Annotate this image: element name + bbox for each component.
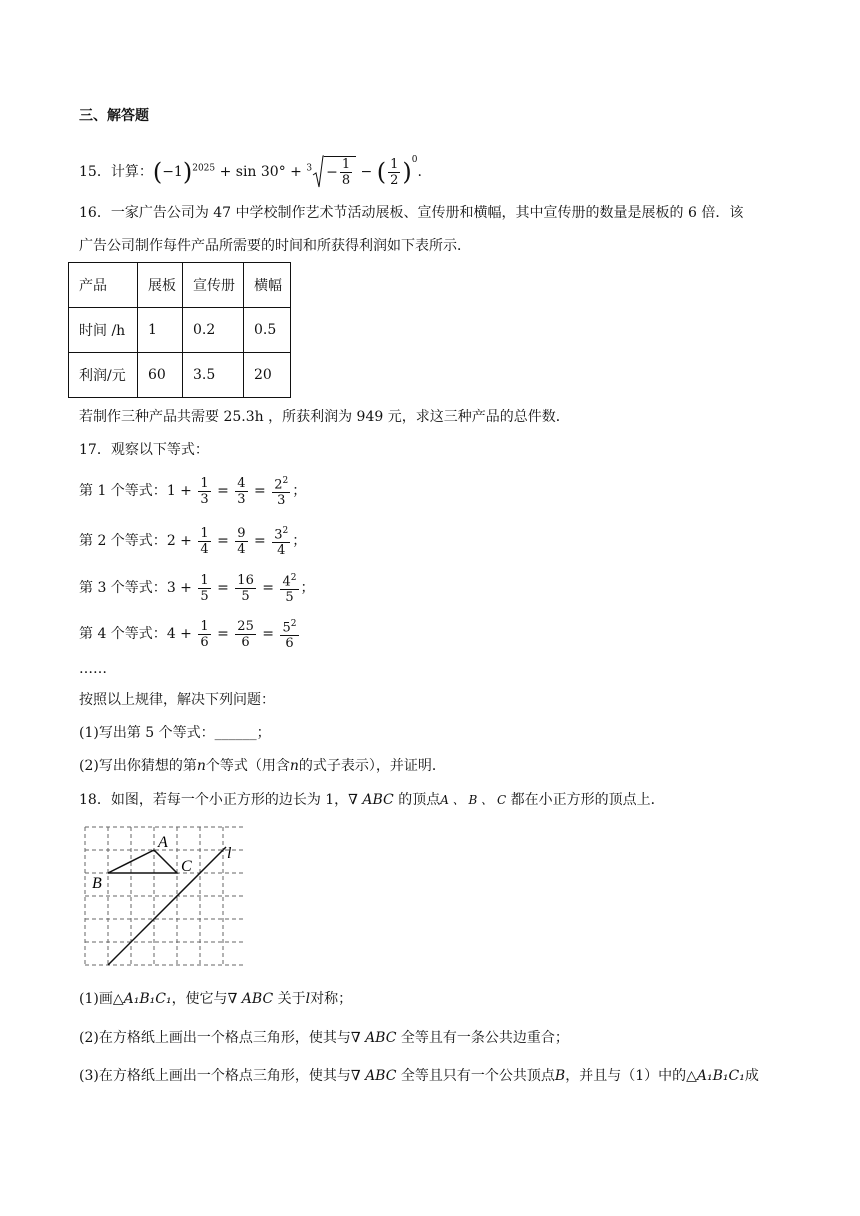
equation-label: 第 2 个等式： bbox=[79, 533, 167, 550]
equation-end: ； bbox=[292, 533, 307, 550]
q16-question: 若制作三种产品共需要 25.3h ，所获利润为 949 元，求这三种产品的总件数． bbox=[79, 409, 570, 425]
frac-numerator: 1 bbox=[200, 572, 209, 588]
q15-root-minus: − bbox=[326, 164, 338, 181]
grid-figure bbox=[84, 826, 244, 968]
frac-denominator: 3 bbox=[277, 493, 286, 509]
equation-frac bbox=[235, 526, 247, 557]
frac-denominator: 3 bbox=[200, 491, 209, 507]
q18-text: 都在小正方形的顶点上． bbox=[506, 792, 665, 808]
equation-frac bbox=[198, 526, 210, 557]
power-base: 5 bbox=[282, 620, 291, 636]
q18-text: 关于 bbox=[273, 991, 306, 1007]
q18-text: ，并且与（1）中的 bbox=[565, 1068, 687, 1084]
equation-label: 第 4 个等式： bbox=[79, 626, 167, 643]
q15-radicand bbox=[324, 156, 356, 188]
frac-numerator: 9 bbox=[237, 525, 246, 541]
q18-text: (3)在方格纸上画出一个格点三角形，使其与 bbox=[79, 1068, 351, 1084]
equation-frac bbox=[272, 524, 290, 558]
q15-end: . bbox=[417, 164, 422, 180]
var-l: l bbox=[305, 991, 311, 1007]
section-title: 三、解答题 bbox=[79, 108, 149, 124]
q17-part2-text: (2)写出你猜想的第 bbox=[79, 758, 197, 774]
table-cell: 0.5 bbox=[244, 308, 291, 353]
equation-label: 第 1 个等式： bbox=[79, 483, 167, 500]
q16-line1: 16．一家广告公司为 47 中学校制作艺术节活动展板、宣传册和横幅，其中宣传册的数量是展板的 6 倍．该 bbox=[79, 205, 744, 221]
q17-equation: 第 3 个等式：3 + $\frac{1}{5}$ = $\frac{16}{5}$ = $\frac{4^2}{5}$ ； bbox=[79, 572, 315, 606]
equation-int: 1 bbox=[166, 483, 176, 500]
q17-part2 bbox=[79, 756, 446, 776]
q18-text: (1)画 bbox=[79, 991, 113, 1007]
power-base: 4 bbox=[282, 574, 291, 590]
equation-frac bbox=[280, 571, 298, 605]
q18-text: 的顶点 bbox=[393, 792, 441, 808]
q17-equation: 第 4 个等式：4 + $\frac{1}{6}$ = $\frac{25}{6}$ = $\frac{5^2}{6}$ bbox=[79, 618, 297, 652]
frac-denominator: 2 bbox=[390, 172, 399, 188]
frac-denominator: 8 bbox=[341, 173, 351, 188]
triangle-abc: ∇ ABC bbox=[227, 991, 274, 1007]
frac-denominator: 5 bbox=[200, 588, 209, 604]
q17-part1: (1)写出第 5 个等式：______； bbox=[79, 725, 271, 741]
triangle-abc-shape bbox=[108, 850, 177, 873]
q15-label: 15．计算： bbox=[79, 164, 153, 180]
triangle-abc: ∇ ABC bbox=[350, 1068, 397, 1084]
q18-text: 对称； bbox=[310, 991, 353, 1007]
power-base: 2 bbox=[274, 477, 283, 493]
power-exp: 2 bbox=[282, 526, 289, 536]
q17-equation: 第 2 个等式：2 + $\frac{1}{4}$ = $\frac{9}{4}$ = $\frac{3^2}{4}$ ； bbox=[79, 525, 307, 559]
equation-frac bbox=[198, 573, 210, 604]
table-header-cell: 宣传册 bbox=[183, 263, 244, 308]
equation-label: 第 3 个等式： bbox=[79, 580, 167, 597]
power-base: 3 bbox=[274, 527, 283, 543]
table-row bbox=[69, 263, 291, 308]
frac-denominator: 6 bbox=[285, 636, 294, 652]
frac-numerator: 1 bbox=[200, 475, 209, 491]
var-b: B bbox=[554, 1068, 566, 1084]
equation-frac bbox=[235, 573, 256, 604]
q17-rule: 按照以上规律，解决下列问题： bbox=[79, 692, 275, 708]
radical-sign-icon bbox=[312, 155, 324, 189]
frac-numerator: 25 bbox=[237, 618, 254, 634]
q15-neg-one: −1 bbox=[162, 164, 183, 180]
label-l: l bbox=[227, 845, 232, 862]
frac-numerator: 1 bbox=[341, 157, 351, 172]
power-exp: 2 bbox=[282, 476, 289, 486]
equation-int: 2 bbox=[166, 533, 176, 550]
equation-int: 3 bbox=[166, 580, 176, 597]
frac-numerator: 4 bbox=[237, 475, 246, 491]
q15-exp-0: 0 bbox=[411, 155, 418, 165]
frac-denominator: 6 bbox=[200, 634, 209, 650]
q15-root-index: 3 bbox=[306, 163, 313, 174]
q15-frac-half bbox=[388, 157, 400, 188]
frac-denominator: 4 bbox=[200, 541, 209, 557]
table-cell: 1 bbox=[138, 308, 183, 353]
equation-end: ； bbox=[300, 580, 315, 597]
frac-denominator: 4 bbox=[277, 543, 286, 559]
table-row bbox=[69, 308, 291, 353]
q18-text: 成 bbox=[744, 1068, 759, 1084]
table-header-cell: 产品 bbox=[69, 263, 138, 308]
q15-cube-root bbox=[312, 155, 324, 189]
frac-numerator: 1 bbox=[200, 618, 209, 634]
table-header-cell: 展板 bbox=[138, 263, 183, 308]
frac-numerator bbox=[272, 474, 290, 493]
equation-frac bbox=[235, 476, 247, 507]
table-cell: 60 bbox=[138, 353, 183, 398]
equation-frac bbox=[198, 619, 210, 650]
product-table bbox=[68, 262, 291, 398]
frac-numerator bbox=[280, 617, 298, 636]
triangle-abc: ∇ ABC bbox=[348, 792, 394, 808]
q18-part1 bbox=[79, 989, 352, 1009]
frac-denominator: 5 bbox=[285, 590, 294, 606]
vertices-abc: A 、 B 、 C bbox=[440, 793, 507, 807]
power-exp: 2 bbox=[290, 573, 297, 583]
label-b: B bbox=[92, 875, 102, 892]
triangle-a1b1c1: △A₁B₁C₁ bbox=[112, 991, 172, 1007]
frac-denominator: 4 bbox=[237, 541, 246, 557]
equation-int: 4 bbox=[166, 626, 176, 643]
equation-frac bbox=[198, 476, 210, 507]
var-n: n bbox=[196, 758, 206, 774]
frac-denominator: 3 bbox=[237, 491, 246, 507]
table-cell: 0.2 bbox=[183, 308, 244, 353]
frac-numerator: 16 bbox=[237, 572, 254, 588]
equation-end: ； bbox=[292, 483, 307, 500]
q17-intro: 17．观察以下等式： bbox=[79, 442, 209, 458]
frac-denominator: 5 bbox=[241, 588, 250, 604]
table-cell: 20 bbox=[244, 353, 291, 398]
frac-denominator: 6 bbox=[241, 634, 250, 650]
q18-text: 全等且有一条公共边重合； bbox=[396, 1030, 569, 1046]
label-c: C bbox=[181, 858, 192, 875]
q17-part2-text: 个等式（用含 bbox=[205, 758, 290, 774]
equation-frac bbox=[272, 474, 290, 508]
equation-frac bbox=[235, 619, 256, 650]
q15-sin-term: + sin 30° + bbox=[219, 164, 302, 180]
frac-numerator bbox=[272, 524, 290, 543]
table-cell: 3.5 bbox=[183, 353, 244, 398]
q17-part2-text: 的式子表示），并证明． bbox=[298, 758, 446, 774]
q17-ellipsis: …… bbox=[79, 661, 107, 677]
q18-text: ，使它与 bbox=[171, 991, 228, 1007]
q18-text: (2)在方格纸上画出一个格点三角形，使其与 bbox=[79, 1030, 351, 1046]
q15-expression: 15．计算：$(-1)^{2025} + \sin 30^\circ + ^3$ − $\frac{1}{8}$ − ( $\frac{1}{2}$ )$^0$. bbox=[79, 155, 422, 188]
table-cell: 利润/元 bbox=[69, 353, 138, 398]
frac-numerator bbox=[280, 571, 298, 590]
q18-text: 全等且只有一个公共顶点 bbox=[396, 1068, 555, 1084]
q17-equation: 第 1 个等式：1 + $\frac{1}{3}$ = $\frac{4}{3}$ = $\frac{2^2}{3}$ ； bbox=[79, 475, 307, 509]
var-n: n bbox=[289, 758, 299, 774]
q15-minus: − bbox=[360, 164, 373, 180]
triangle-a1b1c1: △A₁B₁C₁ bbox=[686, 1068, 745, 1084]
triangle-abc: ∇ ABC bbox=[350, 1030, 397, 1046]
label-a: A bbox=[158, 834, 168, 851]
q18-part2 bbox=[79, 1028, 569, 1048]
q16-line2: 广告公司制作每件产品所需要的时间和所获得利润如下表所示． bbox=[79, 238, 471, 254]
frac-numerator: 1 bbox=[390, 156, 399, 172]
equation-frac bbox=[280, 617, 298, 651]
q15-frac-one-eighth bbox=[340, 157, 352, 188]
power-exp: 2 bbox=[290, 619, 297, 629]
table-cell: 时间 /h bbox=[69, 308, 138, 353]
q18-text: 18．如图，若每一个小正方形的边长为 1， bbox=[79, 792, 349, 808]
q18-line1 bbox=[79, 790, 665, 810]
table-header-cell: 横幅 bbox=[244, 263, 291, 308]
q15-exp-2025: 2025 bbox=[192, 163, 216, 174]
table-row bbox=[69, 353, 291, 398]
frac-numerator: 1 bbox=[200, 525, 209, 541]
q18-part3 bbox=[79, 1066, 759, 1086]
